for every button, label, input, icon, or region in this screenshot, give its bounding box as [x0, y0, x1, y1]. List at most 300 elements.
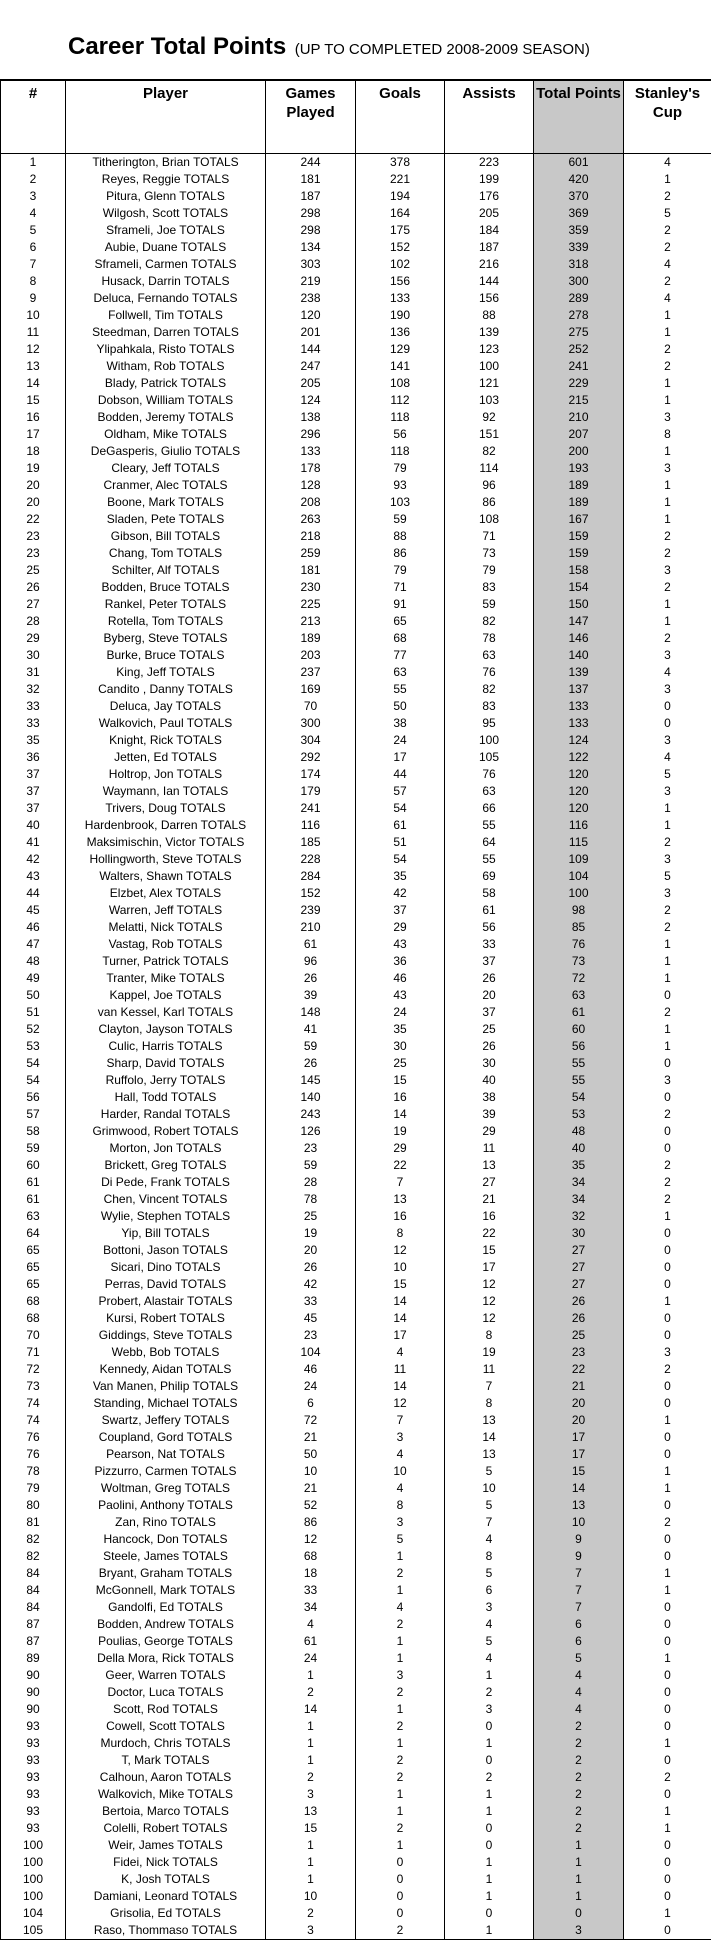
cell-player: Pitura, Glenn TOTALS — [66, 188, 266, 205]
cell-player: Brickett, Greg TOTALS — [66, 1157, 266, 1174]
cell-total-points: 601 — [534, 154, 624, 172]
cell-player: Kappel, Joe TOTALS — [66, 987, 266, 1004]
cell-stanleys-cup: 3 — [624, 409, 711, 426]
cell-games-played: 33 — [266, 1582, 356, 1599]
cell-goals: 50 — [356, 698, 445, 715]
cell-total-points: 159 — [534, 528, 624, 545]
cell-stanleys-cup: 1 — [624, 1208, 711, 1225]
cell-assists: 76 — [445, 766, 534, 783]
cell-assists: 14 — [445, 1429, 534, 1446]
cell-rank: 93 — [1, 1735, 66, 1752]
cell-player: Wylie, Stephen TOTALS — [66, 1208, 266, 1225]
cell-player: Elzbet, Alex TOTALS — [66, 885, 266, 902]
cell-player: Weir, James TOTALS — [66, 1837, 266, 1854]
cell-goals: 10 — [356, 1259, 445, 1276]
cell-goals: 4 — [356, 1344, 445, 1361]
cell-total-points: 369 — [534, 205, 624, 222]
cell-total-points: 26 — [534, 1310, 624, 1327]
table-row — [1, 1599, 711, 1616]
table-row — [1, 1718, 711, 1735]
cell-goals: 1 — [356, 1837, 445, 1854]
cell-games-played: 1 — [266, 1871, 356, 1888]
cell-games-played: 2 — [266, 1684, 356, 1701]
cell-games-played: 144 — [266, 341, 356, 358]
cell-stanleys-cup: 0 — [624, 1616, 711, 1633]
cell-rank: 30 — [1, 647, 66, 664]
cell-rank: 93 — [1, 1803, 66, 1820]
cell-total-points: 146 — [534, 630, 624, 647]
cell-stanleys-cup: 0 — [624, 1259, 711, 1276]
cell-stanleys-cup: 2 — [624, 1174, 711, 1191]
cell-goals: 2 — [356, 1565, 445, 1582]
cell-total-points: 154 — [534, 579, 624, 596]
cell-player: Steele, James TOTALS — [66, 1548, 266, 1565]
table-row — [1, 664, 711, 681]
table-row — [1, 1888, 711, 1905]
table-row — [1, 613, 711, 630]
cell-total-points: 275 — [534, 324, 624, 341]
cell-games-played: 116 — [266, 817, 356, 834]
cell-player: Webb, Bob TOTALS — [66, 1344, 266, 1361]
cell-rank: 25 — [1, 562, 66, 579]
cell-goals: 14 — [356, 1310, 445, 1327]
cell-assists: 33 — [445, 936, 534, 953]
cell-rank: 46 — [1, 919, 66, 936]
cell-player: Calhoun, Aaron TOTALS — [66, 1769, 266, 1786]
cell-stanleys-cup: 4 — [624, 749, 711, 766]
cell-rank: 90 — [1, 1667, 66, 1684]
table-row — [1, 1378, 711, 1395]
cell-rank: 15 — [1, 392, 66, 409]
cell-rank: 100 — [1, 1888, 66, 1905]
cell-player: Byberg, Steve TOTALS — [66, 630, 266, 647]
cell-rank: 79 — [1, 1480, 66, 1497]
cell-stanleys-cup: 1 — [624, 477, 711, 494]
cell-games-played: 228 — [266, 851, 356, 868]
table-row — [1, 460, 711, 477]
cell-assists: 37 — [445, 1004, 534, 1021]
cell-stanleys-cup: 1 — [624, 596, 711, 613]
cell-total-points: 140 — [534, 647, 624, 664]
cell-assists: 92 — [445, 409, 534, 426]
cell-total-points: 6 — [534, 1616, 624, 1633]
cell-games-played: 52 — [266, 1497, 356, 1514]
cell-stanleys-cup: 0 — [624, 1701, 711, 1718]
cell-player: Hancock, Don TOTALS — [66, 1531, 266, 1548]
cell-assists: 3 — [445, 1599, 534, 1616]
table-row — [1, 562, 711, 579]
cell-rank: 89 — [1, 1650, 66, 1667]
cell-goals: 11 — [356, 1361, 445, 1378]
cell-stanleys-cup: 0 — [624, 1429, 711, 1446]
cell-games-played: 241 — [266, 800, 356, 817]
header-games-played: Games Played — [266, 80, 356, 142]
cell-assists: 4 — [445, 1616, 534, 1633]
cell-stanleys-cup: 1 — [624, 800, 711, 817]
table-row — [1, 1786, 711, 1803]
cell-rank: 76 — [1, 1446, 66, 1463]
cell-player: Warren, Jeff TOTALS — [66, 902, 266, 919]
cell-player: Swartz, Jeffery TOTALS — [66, 1412, 266, 1429]
cell-rank: 93 — [1, 1786, 66, 1803]
cell-player: Doctor, Luca TOTALS — [66, 1684, 266, 1701]
cell-goals: 24 — [356, 1004, 445, 1021]
cell-player: Harder, Randal TOTALS — [66, 1106, 266, 1123]
cell-assists: 76 — [445, 664, 534, 681]
table-row — [1, 1922, 711, 1940]
cell-assists: 82 — [445, 613, 534, 630]
cell-stanleys-cup: 3 — [624, 783, 711, 800]
cell-games-played: 4 — [266, 1616, 356, 1633]
table-row — [1, 766, 711, 783]
table-row — [1, 834, 711, 851]
cell-goals: 4 — [356, 1446, 445, 1463]
cell-player: Ruffolo, Jerry TOTALS — [66, 1072, 266, 1089]
cell-assists: 108 — [445, 511, 534, 528]
cell-assists: 5 — [445, 1565, 534, 1582]
cell-rank: 4 — [1, 205, 66, 222]
cell-total-points: 116 — [534, 817, 624, 834]
cell-player: Holtrop, Jon TOTALS — [66, 766, 266, 783]
cell-stanleys-cup: 0 — [624, 1888, 711, 1905]
cell-assists: 0 — [445, 1905, 534, 1922]
cell-assists: 12 — [445, 1310, 534, 1327]
table-row — [1, 528, 711, 545]
cell-stanleys-cup: 2 — [624, 273, 711, 290]
cell-assists: 114 — [445, 460, 534, 477]
cell-player: Burke, Bruce TOTALS — [66, 647, 266, 664]
cell-stanleys-cup: 1 — [624, 936, 711, 953]
cell-player: Blady, Patrick TOTALS — [66, 375, 266, 392]
cell-rank: 52 — [1, 1021, 66, 1038]
cell-rank: 100 — [1, 1837, 66, 1854]
cell-rank: 14 — [1, 375, 66, 392]
cell-stanleys-cup: 1 — [624, 1412, 711, 1429]
cell-rank: 51 — [1, 1004, 66, 1021]
cell-assists: 13 — [445, 1157, 534, 1174]
cell-assists: 105 — [445, 749, 534, 766]
cell-player: Aubie, Duane TOTALS — [66, 239, 266, 256]
cell-stanleys-cup: 1 — [624, 171, 711, 188]
cell-total-points: 27 — [534, 1276, 624, 1293]
cell-assists: 0 — [445, 1752, 534, 1769]
cell-player: Hall, Todd TOTALS — [66, 1089, 266, 1106]
cell-games-played: 138 — [266, 409, 356, 426]
cell-games-played: 259 — [266, 545, 356, 562]
cell-games-played: 238 — [266, 290, 356, 307]
cell-stanleys-cup: 0 — [624, 1922, 711, 1940]
table-row — [1, 987, 711, 1004]
cell-goals: 8 — [356, 1225, 445, 1242]
cell-player: Murdoch, Chris TOTALS — [66, 1735, 266, 1752]
cell-total-points: 17 — [534, 1446, 624, 1463]
cell-player: Clayton, Jayson TOTALS — [66, 1021, 266, 1038]
cell-total-points: 73 — [534, 953, 624, 970]
cell-rank: 8 — [1, 273, 66, 290]
cell-total-points: 1 — [534, 1888, 624, 1905]
cell-player: T, Mark TOTALS — [66, 1752, 266, 1769]
cell-stanleys-cup: 0 — [624, 1446, 711, 1463]
cell-total-points: 7 — [534, 1599, 624, 1616]
table-row — [1, 1038, 711, 1055]
cell-games-played: 237 — [266, 664, 356, 681]
cell-goals: 378 — [356, 154, 445, 172]
cell-rank: 13 — [1, 358, 66, 375]
cell-games-played: 34 — [266, 1599, 356, 1616]
cell-goals: 1 — [356, 1582, 445, 1599]
cell-total-points: 278 — [534, 307, 624, 324]
cell-rank: 84 — [1, 1565, 66, 1582]
cell-assists: 151 — [445, 426, 534, 443]
cell-games-played: 61 — [266, 936, 356, 953]
cell-games-played: 185 — [266, 834, 356, 851]
cell-games-played: 189 — [266, 630, 356, 647]
cell-player: Candito , Danny TOTALS — [66, 681, 266, 698]
table-row — [1, 1837, 711, 1854]
cell-player: Steedman, Darren TOTALS — [66, 324, 266, 341]
page-title-block — [68, 33, 590, 61]
cell-player: Pearson, Nat TOTALS — [66, 1446, 266, 1463]
cell-player: Morton, Jon TOTALS — [66, 1140, 266, 1157]
cell-games-played: 1 — [266, 1735, 356, 1752]
cell-games-played: 120 — [266, 307, 356, 324]
cell-total-points: 20 — [534, 1412, 624, 1429]
cell-games-played: 21 — [266, 1429, 356, 1446]
cell-stanleys-cup: 2 — [624, 358, 711, 375]
cell-goals: 103 — [356, 494, 445, 511]
cell-player: Hardenbrook, Darren TOTALS — [66, 817, 266, 834]
table-row — [1, 443, 711, 460]
cell-assists: 61 — [445, 902, 534, 919]
cell-stanleys-cup: 0 — [624, 1786, 711, 1803]
cell-assists: 29 — [445, 1123, 534, 1140]
table-row — [1, 1905, 711, 1922]
table-row — [1, 426, 711, 443]
cell-stanleys-cup: 1 — [624, 1480, 711, 1497]
cell-goals: 2 — [356, 1752, 445, 1769]
cell-assists: 82 — [445, 681, 534, 698]
cell-total-points: 2 — [534, 1752, 624, 1769]
cell-games-played: 134 — [266, 239, 356, 256]
cell-assists: 83 — [445, 579, 534, 596]
cell-player: Rankel, Peter TOTALS — [66, 596, 266, 613]
cell-player: Della Mora, Rick TOTALS — [66, 1650, 266, 1667]
cell-goals: 2 — [356, 1684, 445, 1701]
cell-goals: 12 — [356, 1395, 445, 1412]
cell-stanleys-cup: 3 — [624, 681, 711, 698]
cell-goals: 19 — [356, 1123, 445, 1140]
cell-stanleys-cup: 1 — [624, 1565, 711, 1582]
cell-assists: 4 — [445, 1650, 534, 1667]
cell-rank: 65 — [1, 1242, 66, 1259]
cell-player: Sladen, Pete TOTALS — [66, 511, 266, 528]
cell-games-played: 300 — [266, 715, 356, 732]
page-subtitle: (UP TO COMPLETED 2008-2009 SEASON) — [294, 41, 590, 58]
header-stanleys-cup: Stanley's Cup — [624, 80, 711, 142]
cell-total-points: 100 — [534, 885, 624, 902]
table-row — [1, 919, 711, 936]
cell-player: Perras, David TOTALS — [66, 1276, 266, 1293]
cell-assists: 1 — [445, 1667, 534, 1684]
cell-total-points: 120 — [534, 766, 624, 783]
table-row — [1, 715, 711, 732]
cell-total-points: 300 — [534, 273, 624, 290]
cell-stanleys-cup: 0 — [624, 1395, 711, 1412]
cell-rank: 90 — [1, 1701, 66, 1718]
cell-assists: 139 — [445, 324, 534, 341]
cell-goals: 22 — [356, 1157, 445, 1174]
table-row — [1, 800, 711, 817]
cell-rank: 33 — [1, 715, 66, 732]
cell-goals: 61 — [356, 817, 445, 834]
cell-assists: 4 — [445, 1531, 534, 1548]
cell-goals: 102 — [356, 256, 445, 273]
cell-assists: 103 — [445, 392, 534, 409]
cell-stanleys-cup: 2 — [624, 902, 711, 919]
cell-total-points: 7 — [534, 1582, 624, 1599]
cell-goals: 35 — [356, 1021, 445, 1038]
header-row — [1, 80, 711, 142]
cell-total-points: 150 — [534, 596, 624, 613]
cell-total-points: 147 — [534, 613, 624, 630]
cell-player: Sframeli, Carmen TOTALS — [66, 256, 266, 273]
table-row — [1, 324, 711, 341]
cell-goals: 93 — [356, 477, 445, 494]
cell-stanleys-cup: 2 — [624, 630, 711, 647]
cell-goals: 2 — [356, 1820, 445, 1837]
cell-total-points: 159 — [534, 545, 624, 562]
cell-goals: 1 — [356, 1803, 445, 1820]
cell-player: Wilgosh, Scott TOTALS — [66, 205, 266, 222]
cell-player: Bryant, Graham TOTALS — [66, 1565, 266, 1582]
cell-total-points: 2 — [534, 1718, 624, 1735]
cell-assists: 69 — [445, 868, 534, 885]
cell-games-played: 304 — [266, 732, 356, 749]
cell-rank: 27 — [1, 596, 66, 613]
cell-player: Maksimischin, Victor TOTALS — [66, 834, 266, 851]
cell-rank: 64 — [1, 1225, 66, 1242]
cell-rank: 59 — [1, 1140, 66, 1157]
cell-games-played: 201 — [266, 324, 356, 341]
cell-rank: 74 — [1, 1395, 66, 1412]
cell-total-points: 48 — [534, 1123, 624, 1140]
cell-assists: 156 — [445, 290, 534, 307]
cell-player: Walkovich, Paul TOTALS — [66, 715, 266, 732]
cell-games-played: 126 — [266, 1123, 356, 1140]
cell-assists: 176 — [445, 188, 534, 205]
cell-goals: 112 — [356, 392, 445, 409]
table-row — [1, 1752, 711, 1769]
cell-games-played: 218 — [266, 528, 356, 545]
table-row — [1, 1616, 711, 1633]
cell-player: McGonnell, Mark TOTALS — [66, 1582, 266, 1599]
cell-assists: 63 — [445, 783, 534, 800]
cell-assists: 1 — [445, 1888, 534, 1905]
cell-rank: 42 — [1, 851, 66, 868]
table-row — [1, 1412, 711, 1429]
cell-rank: 93 — [1, 1718, 66, 1735]
cell-games-played: 28 — [266, 1174, 356, 1191]
cell-rank: 9 — [1, 290, 66, 307]
table-row — [1, 1548, 711, 1565]
cell-rank: 23 — [1, 528, 66, 545]
cell-goals: 15 — [356, 1072, 445, 1089]
cell-goals: 190 — [356, 307, 445, 324]
cell-rank: 74 — [1, 1412, 66, 1429]
cell-player: Sicari, Dino TOTALS — [66, 1259, 266, 1276]
cell-player: Poulias, George TOTALS — [66, 1633, 266, 1650]
cell-stanleys-cup: 0 — [624, 1378, 711, 1395]
cell-player: Cowell, Scott TOTALS — [66, 1718, 266, 1735]
cell-total-points: 4 — [534, 1667, 624, 1684]
table-row — [1, 273, 711, 290]
cell-assists: 55 — [445, 817, 534, 834]
cell-stanleys-cup: 0 — [624, 1242, 711, 1259]
cell-rank: 80 — [1, 1497, 66, 1514]
cell-goals: 194 — [356, 188, 445, 205]
cell-stanleys-cup: 0 — [624, 1327, 711, 1344]
cell-goals: 29 — [356, 1140, 445, 1157]
cell-total-points: 2 — [534, 1786, 624, 1803]
cell-goals: 141 — [356, 358, 445, 375]
cell-player: Trivers, Doug TOTALS — [66, 800, 266, 817]
cell-games-played: 1 — [266, 1752, 356, 1769]
cell-goals: 12 — [356, 1242, 445, 1259]
cell-assists: 40 — [445, 1072, 534, 1089]
cell-player: Culic, Harris TOTALS — [66, 1038, 266, 1055]
cell-total-points: 2 — [534, 1735, 624, 1752]
cell-assists: 1 — [445, 1735, 534, 1752]
cell-stanleys-cup: 0 — [624, 1123, 711, 1140]
cell-player: Dobson, William TOTALS — [66, 392, 266, 409]
cell-stanleys-cup: 0 — [624, 715, 711, 732]
cell-games-played: 50 — [266, 1446, 356, 1463]
cell-assists: 10 — [445, 1480, 534, 1497]
cell-stanleys-cup: 0 — [624, 1531, 711, 1548]
cell-goals: 44 — [356, 766, 445, 783]
cell-stanleys-cup: 0 — [624, 1599, 711, 1616]
cell-assists: 17 — [445, 1259, 534, 1276]
cell-rank: 87 — [1, 1616, 66, 1633]
cell-rank: 58 — [1, 1123, 66, 1140]
cell-rank: 41 — [1, 834, 66, 851]
cell-goals: 79 — [356, 460, 445, 477]
table-row — [1, 409, 711, 426]
cell-games-played: 133 — [266, 443, 356, 460]
cell-total-points: 1 — [534, 1837, 624, 1854]
cell-assists: 100 — [445, 358, 534, 375]
cell-player: Reyes, Reggie TOTALS — [66, 171, 266, 188]
cell-total-points: 34 — [534, 1191, 624, 1208]
cell-total-points: 76 — [534, 936, 624, 953]
cell-games-played: 24 — [266, 1650, 356, 1667]
cell-games-played: 86 — [266, 1514, 356, 1531]
table-row — [1, 596, 711, 613]
cell-goals: 4 — [356, 1480, 445, 1497]
cell-goals: 0 — [356, 1905, 445, 1922]
cell-rank: 72 — [1, 1361, 66, 1378]
cell-assists: 1 — [445, 1854, 534, 1871]
cell-games-played: 68 — [266, 1548, 356, 1565]
header-player: Player — [66, 80, 266, 142]
cell-player: Boone, Mark TOTALS — [66, 494, 266, 511]
cell-rank: 16 — [1, 409, 66, 426]
table-row — [1, 1021, 711, 1038]
cell-stanleys-cup: 1 — [624, 613, 711, 630]
table-row — [1, 1701, 711, 1718]
cell-player: Geer, Warren TOTALS — [66, 1667, 266, 1684]
table-row — [1, 1667, 711, 1684]
